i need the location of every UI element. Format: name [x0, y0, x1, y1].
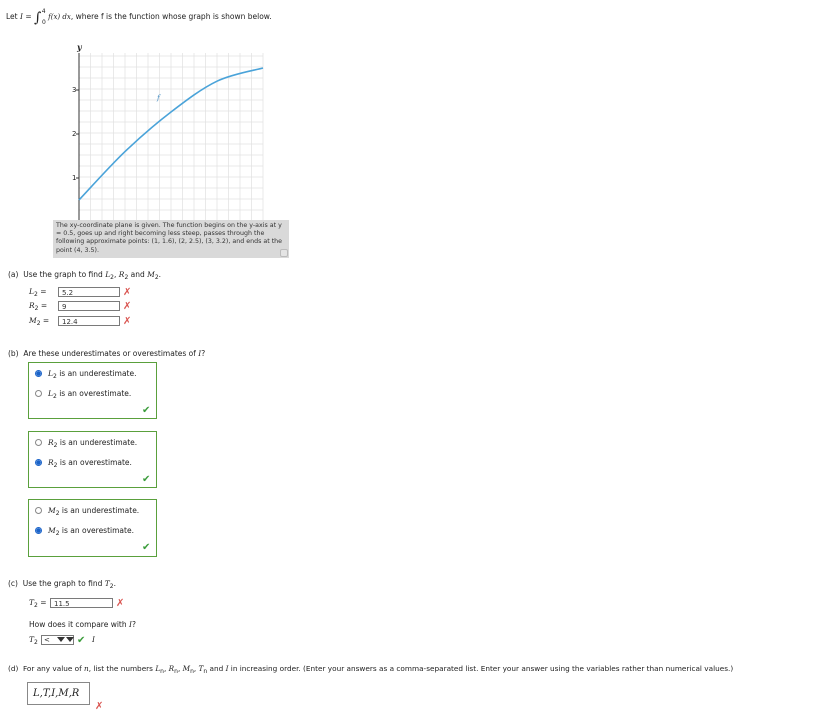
integral-sign: ∫: [34, 10, 42, 26]
m2-overestimate-radio[interactable]: [35, 527, 42, 534]
intro-equals: =: [22, 12, 35, 21]
l2-correct-icon: ✔: [142, 405, 151, 416]
y-tick-2: 2: [72, 130, 77, 138]
intro-var-i: I: [20, 12, 23, 21]
part-a-label: (a): [8, 270, 19, 279]
chevron-down-icon: [57, 637, 65, 642]
compare-question: How does it compare with I?: [29, 620, 136, 629]
m2-underestimate-radio[interactable]: [35, 507, 42, 514]
l2-label: $L_2$ =: [29, 287, 47, 298]
m2-correct-icon: ✔: [142, 542, 151, 553]
l2-choice-group: [28, 362, 157, 419]
r2-overestimate-label[interactable]: $R_2$ is an overestimate.: [48, 458, 132, 469]
l2-overestimate-radio[interactable]: [35, 390, 42, 397]
part-c-question: (c) Use the graph to find $T_2$.: [8, 579, 116, 590]
part-a-question: (a) Use the graph to find $L_2$, $R_2$ and $M_2$.: [8, 270, 162, 281]
r2-correct-icon: ✔: [142, 474, 151, 485]
part-c-label: (c): [8, 579, 18, 588]
m2-label: $M_2$ =: [29, 316, 50, 327]
part-d-question: (d) For any value of n, list the numbers $L_n$, $R_n$, $M_n$, $T_n$ and I in increasing order. (Enter your answers as a comma-separated list. Enter your answer using the variables rather than numerical values.): [8, 664, 734, 675]
integrand: f(x) dx: [48, 13, 71, 21]
intro-prefix: Let: [6, 12, 20, 21]
m2-overestimate-label[interactable]: $M_2$ is an overestimate.: [48, 526, 134, 537]
order-incorrect-icon: ✗: [95, 701, 104, 712]
m2-input[interactable]: 12.4: [58, 316, 120, 326]
y-tick-3: 3: [72, 86, 77, 94]
r2-overestimate-radio[interactable]: [35, 459, 42, 466]
t2-compare-label: $T_2$: [29, 635, 38, 646]
r2-underestimate-label[interactable]: $R_2$ is an underestimate.: [48, 438, 138, 449]
r2-input[interactable]: 9: [58, 301, 120, 311]
integral-lower-limit: 0: [41, 19, 46, 26]
intro-suffix: , where f is the function whose graph is shown below.: [70, 12, 272, 21]
graph-grid: [76, 53, 263, 221]
l2-overestimate-label[interactable]: $L_2$ is an overestimate.: [48, 389, 132, 400]
compare-select[interactable]: [41, 635, 74, 645]
t2-incorrect-icon: ✗: [116, 598, 125, 609]
chevron-down-icon-2: [66, 637, 74, 642]
integral-upper-limit: 4: [41, 8, 46, 15]
r2-choice-group: [28, 431, 157, 488]
part-d-label: (d): [8, 664, 19, 673]
m2-incorrect-icon: ✗: [123, 316, 132, 327]
compare-correct-icon: ✔: [77, 635, 86, 646]
graph-caption: The xy-coordinate plane is given. The function begins on the y-axis at y = 0.5, goes up and right becoming less steep, passes through the following approximate points: (1, 1.6), (2, 2.5), (3, 3.2), and ends at the point (4, 3.5).: [53, 220, 289, 258]
compare-var-i: I: [92, 635, 95, 644]
t2-label: $T_2$ =: [29, 598, 47, 609]
r2-incorrect-icon: ✗: [123, 301, 132, 312]
l2-incorrect-icon: ✗: [123, 287, 132, 298]
order-answer-input[interactable]: L,T,I,M,R: [27, 682, 90, 705]
compare-select-value: <: [44, 636, 50, 644]
t2-input[interactable]: 11.5: [50, 598, 113, 608]
l2-underestimate-label[interactable]: $L_2$ is an underestimate.: [48, 369, 137, 380]
part-b-question: (b) Are these underestimates or overestimates of I?: [8, 349, 206, 358]
curve-label: f: [157, 93, 160, 102]
r2-label: $R_2$ =: [29, 301, 48, 312]
y-axis-label: y: [77, 42, 82, 52]
y-tick-1: 1: [72, 174, 77, 182]
l2-underestimate-radio[interactable]: [35, 370, 42, 377]
r2-underestimate-radio[interactable]: [35, 439, 42, 446]
m2-choice-group: [28, 499, 157, 557]
part-b-label: (b): [8, 349, 19, 358]
caption-info-icon[interactable]: [280, 249, 288, 257]
l2-input[interactable]: 5.2: [58, 287, 120, 297]
m2-underestimate-label[interactable]: $M_2$ is an underestimate.: [48, 506, 140, 517]
